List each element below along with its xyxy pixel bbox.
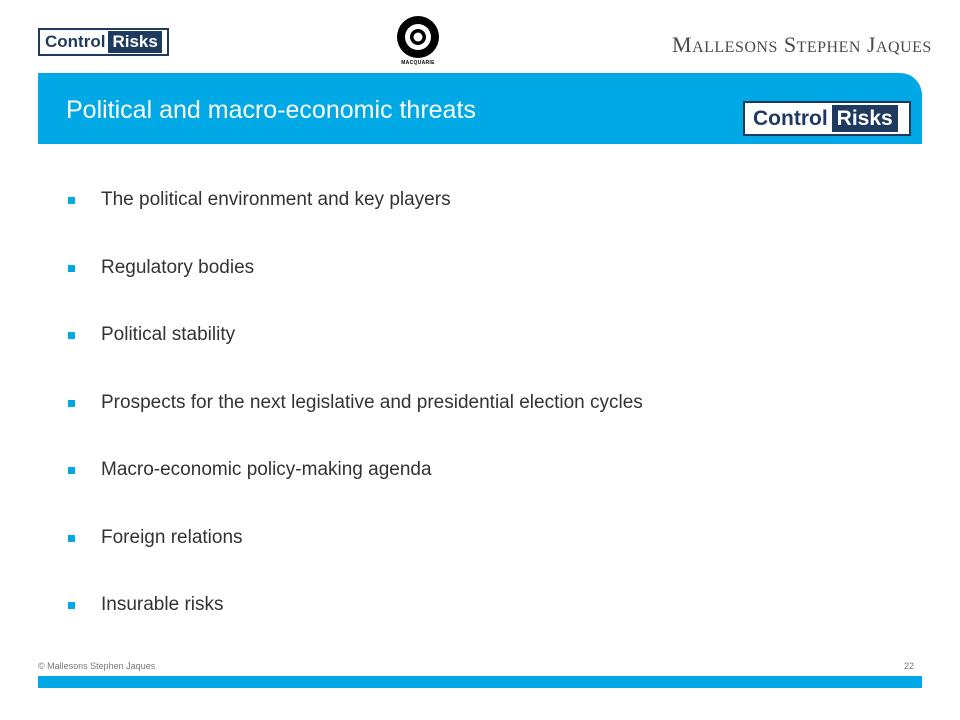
bullet-text: Regulatory bodies <box>101 256 255 278</box>
control-risks-banner-word2: Risks <box>832 105 898 132</box>
bullet-text: Insurable risks <box>101 594 224 615</box>
bullet-text: Macro-economic policy-making agenda <box>101 459 432 480</box>
square-bullet-icon <box>68 265 75 272</box>
page-number: 22 <box>904 661 915 671</box>
square-bullet-icon <box>68 197 75 204</box>
footer-bar <box>38 676 922 688</box>
square-bullet-icon <box>68 332 75 339</box>
bullet-text: Foreign relations <box>101 526 243 548</box>
control-risks-banner-word1: Control <box>753 106 828 130</box>
square-bullet-icon <box>68 602 75 609</box>
mallesons-logo-w3-rest: AQUES <box>875 39 932 56</box>
mallesons-logo-w2-rest: TEPHEN <box>796 39 861 56</box>
bullet-item <box>68 526 643 594</box>
bullet-list <box>68 188 643 661</box>
square-bullet-icon <box>68 535 75 542</box>
control-risks-logo-word1: Control <box>45 32 106 51</box>
square-bullet-icon <box>68 400 75 407</box>
mallesons-logo-w2-initial: S <box>783 32 797 57</box>
bullet-item <box>68 458 643 526</box>
bullet-item <box>68 391 643 459</box>
mallesons-logo-w1-initial: M <box>672 32 693 57</box>
square-bullet-icon <box>68 467 75 474</box>
mallesons-logo <box>672 32 932 58</box>
mallesons-logo-w3-initial: J <box>866 32 876 57</box>
control-risks-logo-banner <box>743 101 911 136</box>
footer-copyright: © Mallesons Stephen Jaques <box>38 661 156 671</box>
macquarie-logo-text: MACQUARIE <box>401 60 435 66</box>
bullet-item <box>68 256 643 324</box>
bullet-text: Political stability <box>101 324 236 345</box>
control-risks-logo-top <box>38 28 169 56</box>
bullet-text: The political environment and key players <box>101 189 451 210</box>
bullet-item <box>68 188 643 256</box>
bullet-item <box>68 593 643 661</box>
bullet-item <box>68 323 643 391</box>
slide-title: Political and macro-economic threats <box>66 96 476 124</box>
control-risks-logo-word2: Risks <box>108 31 161 53</box>
bullet-text: Prospects for the next legislative and presidential election cycles <box>101 391 643 413</box>
mallesons-logo-w1-rest: ALLESONS <box>692 39 778 56</box>
